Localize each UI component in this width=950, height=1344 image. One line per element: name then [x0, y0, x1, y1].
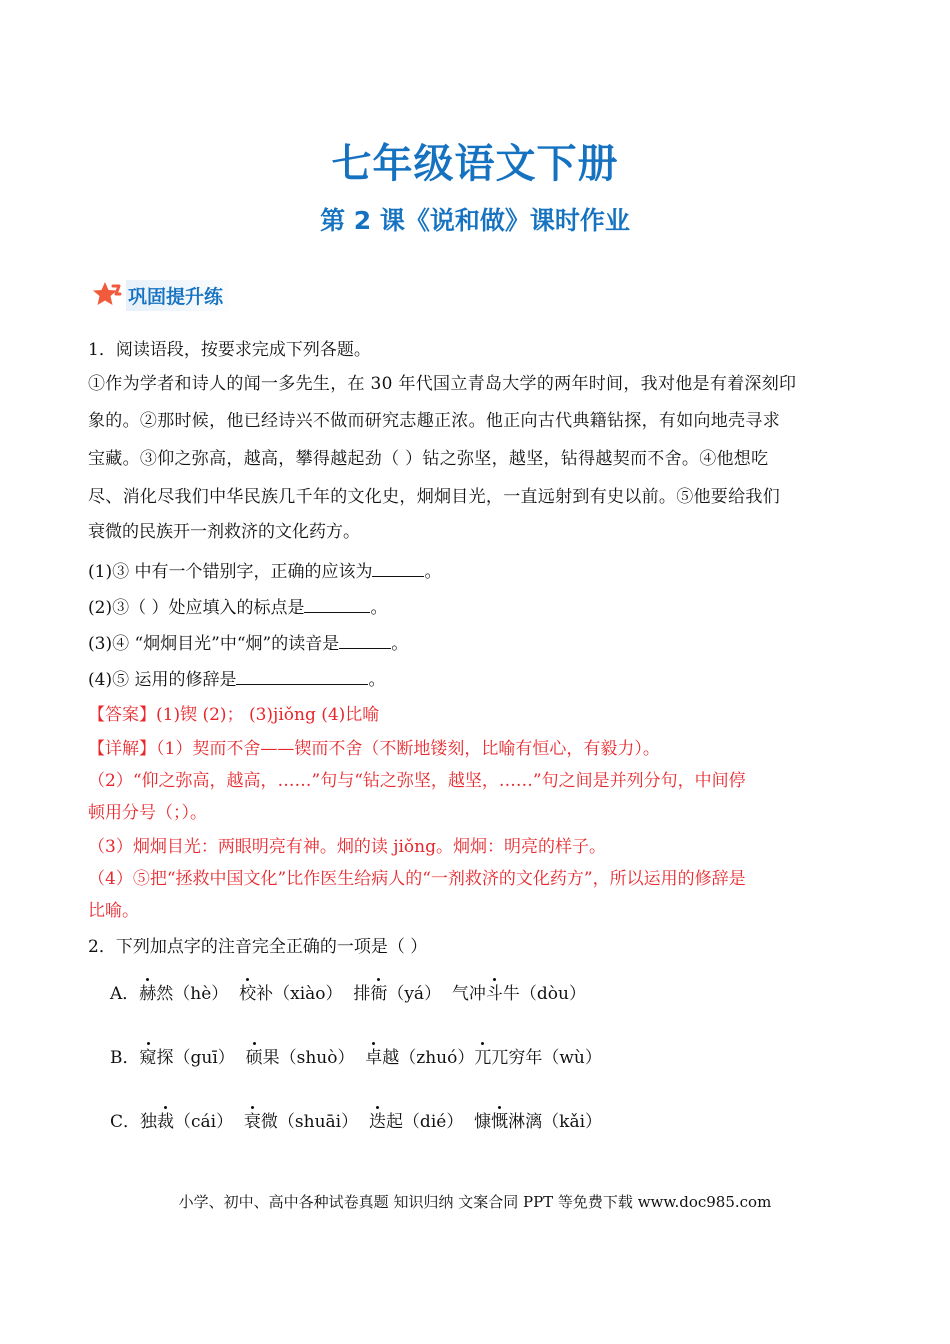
dotted-char: 衰 — [243, 1112, 261, 1132]
dotted-char: 卓 — [365, 1048, 383, 1068]
detail-line: （2）“仰之弥高，越高，……”句与“钻之弥坚，越坚，……”句之间是并列分句，中间停 — [88, 771, 746, 791]
dotted-char: 迭 — [368, 1112, 386, 1132]
dotted-char: 裁 — [157, 1112, 175, 1132]
section-header — [92, 279, 229, 311]
passage-line: 尽、消化尽我们中华民族几千年的文化史，炯炯目光，一直远射到有史以前。⑤他要给我们 — [88, 487, 780, 507]
subquestion-1: (1)③ 中有一个错别字，正确的应该为 。 — [88, 562, 442, 582]
passage-line: ①作为学者和诗人的闻一多先生，在 30 年代国立青岛大学的两年时间，我对他是有着深刻印 — [88, 374, 797, 394]
detail-line: （4）⑤把“拯救中国文化”比作医生给病人的“一剂救济的文化药方”，所以运用的修辞是 — [88, 869, 746, 889]
dotted-char: 衙 — [370, 984, 388, 1004]
passage-line: 象的。②那时候，他已经诗兴不做而研究志趣正浓。他正向古代典籍钻探，有如向地壳寻求 — [88, 411, 780, 431]
answer-blank[interactable] — [339, 632, 391, 649]
option-a[interactable]: A．赫然（hè） 校补（xiào） 排衙（yá） 气冲斗牛（dòu） — [110, 984, 586, 1004]
answer-blank[interactable] — [372, 560, 424, 577]
answer-line: 【答案】(1)锲 (2)； (3)jiǒng (4)比喻 — [88, 705, 380, 725]
subquestion-4: (4)⑤ 运用的修辞是 。 — [88, 670, 386, 690]
question-1-stem: 1．阅读语段，按要求完成下列各题。 — [88, 340, 371, 360]
question-2-stem: 2．下列加点字的注音完全正确的一项是（ ） — [88, 937, 428, 957]
dotted-char: 硕 — [245, 1048, 263, 1068]
dotted-char: 校 — [239, 984, 257, 1004]
page-subtitle: 第 2 课《说和做》课时作业 — [320, 206, 630, 235]
dotted-char: 窥 — [139, 1048, 157, 1068]
detail-line: 顿用分号（；）。 — [88, 803, 207, 823]
dotted-char: 斗 — [485, 984, 503, 1004]
passage-line: 宝藏。③仰之弥高，越高，攀得越起劲（ ）钻之弥坚，越坚，钻得越契而不舍。④他想吃 — [88, 449, 769, 469]
detail-line: （3）炯炯目光：两眼明亮有神。炯的读 jiǒng。炯炯：明亮的样子。 — [88, 837, 606, 857]
subquestion-3: (3)④ “炯炯目光”中“炯”的读音是 。 — [88, 634, 409, 654]
answer-blank[interactable] — [236, 668, 368, 685]
answer-blank[interactable] — [304, 596, 370, 613]
dotted-char: 赫 — [139, 984, 157, 1004]
section-label: 巩固提升练 — [126, 280, 229, 311]
star-icon — [92, 280, 122, 310]
option-b[interactable]: B．窥探（guī） 硕果（shuò） 卓越（zhuó）兀兀穷年（wù） — [110, 1048, 602, 1068]
detail-line: 比喻。 — [88, 901, 139, 921]
dotted-char: 兀 — [474, 1048, 492, 1068]
passage-line: 衰微的民族开一剂救济的文化药方。 — [88, 522, 360, 542]
page-title: 七年级语文下册 — [331, 141, 619, 187]
page-footer: 小学、初中、高中各种试卷真题 知识归纳 文案合同 PPT 等免费下载 www.doc985.com — [178, 1193, 772, 1211]
detail-line: 【详解】（1）契而不舍——锲而不舍（不断地镂刻，比喻有恒心，有毅力）。 — [88, 739, 660, 759]
dotted-char: 慨 — [491, 1112, 509, 1132]
option-c[interactable]: C．独裁（cái） 衰微（shuāi） 迭起（dié） 慷慨淋漓（kǎi） — [110, 1112, 603, 1132]
subquestion-2: (2)③（ ）处应填入的标点是 。 — [88, 598, 388, 618]
